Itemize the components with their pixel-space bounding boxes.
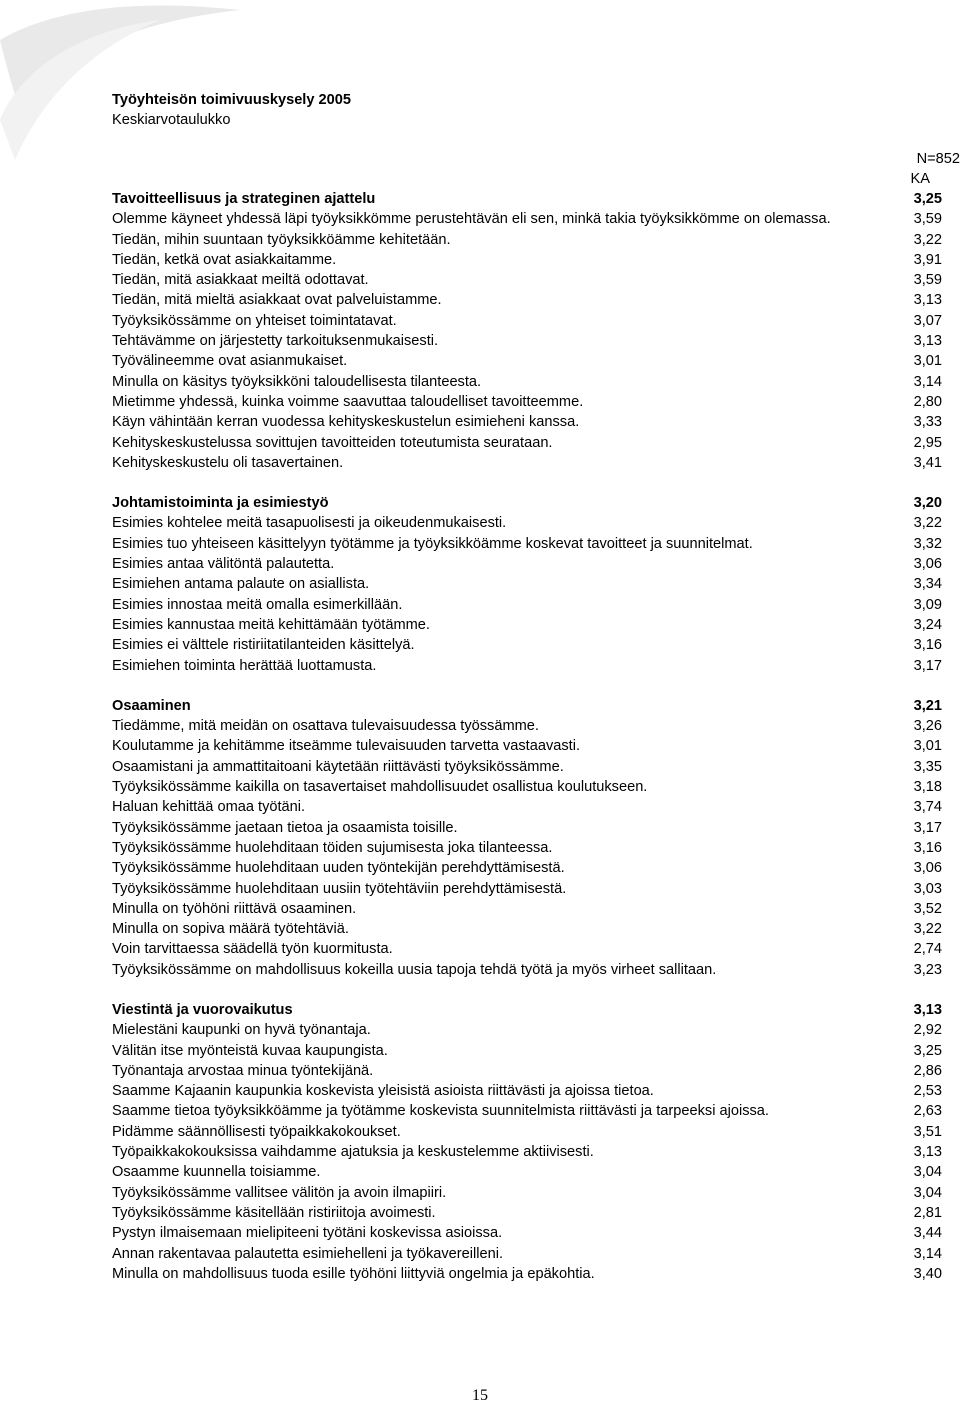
question-text: Saamme tietoa työyksikköämme ja työtämme koskevista suunnitelmista riittävästi ja tarpeeksi ajoissa.: [112, 1103, 769, 1120]
question-average: 3,26: [913, 718, 942, 735]
question-average: 3,74: [913, 799, 942, 816]
question-row: [112, 392, 942, 412]
question-row: [112, 615, 942, 635]
question-text: Esimiehen toiminta herättää luottamusta.: [112, 657, 377, 674]
question-row: [112, 250, 942, 270]
question-row: [112, 960, 942, 980]
question-average: 2,80: [913, 393, 942, 410]
page-number: 15: [472, 1387, 488, 1404]
question-text: Minulla on käsitys työyksikköni taloudellisesta tilanteesta.: [112, 373, 482, 390]
question-average: 2,95: [913, 434, 942, 451]
question-row: [112, 818, 942, 838]
question-row: [112, 919, 942, 939]
question-row: [112, 1041, 942, 1061]
question-row: [112, 270, 942, 290]
question-row: [112, 797, 942, 817]
question-row: [112, 351, 942, 371]
question-average: 3,18: [913, 779, 942, 796]
question-text: Työyksikössämme on yhteiset toimintatavat.: [112, 312, 397, 329]
question-average: 3,22: [913, 515, 942, 532]
question-average: 2,74: [913, 941, 942, 958]
question-row: [112, 1061, 942, 1081]
question-average: 3,51: [913, 1123, 942, 1140]
question-average: 3,01: [913, 738, 942, 755]
question-row: [112, 1081, 942, 1101]
question-average: 3,24: [913, 616, 942, 633]
question-row: [112, 1162, 942, 1182]
question-text: Mielestäni kaupunki on hyvä työnantaja.: [112, 1022, 371, 1039]
question-average: 3,33: [913, 414, 942, 431]
question-text: Tiedän, mitä mieltä asiakkaat ovat palveluistamme.: [112, 292, 442, 309]
question-text: Työyksikössämme huolehditaan uuden työntekijän perehdyttämisestä.: [112, 860, 565, 877]
question-text: Työyksikössämme kaikilla on tasavertaiset mahdollisuudet osallistua koulutukseen.: [112, 779, 648, 796]
question-text: Työyksikössämme on mahdollisuus kokeilla uusia tapoja tehdä työtä ja myös virheet sallitaan.: [112, 961, 717, 978]
section-heading-row: [112, 696, 942, 716]
question-row: [112, 290, 942, 310]
question-text: Tehtävämme on järjestetty tarkoituksenmukaisesti.: [112, 333, 439, 350]
question-row: [112, 736, 942, 756]
question-average: 3,09: [913, 596, 942, 613]
question-text: Tiedän, mihin suuntaan työyksikköämme kehitetään.: [112, 231, 451, 248]
question-average: 3,59: [913, 211, 942, 228]
question-row: [112, 858, 942, 878]
document-title: Työyhteisön toimivuuskysely 2005: [112, 92, 352, 108]
question-average: 3,06: [913, 860, 942, 877]
question-average: 3,44: [913, 1225, 942, 1242]
question-row: [112, 777, 942, 797]
question-average: 3,25: [913, 1042, 942, 1059]
question-row: [112, 412, 942, 432]
question-average: 3,59: [913, 272, 942, 289]
question-row: [112, 554, 942, 574]
question-row: [112, 716, 942, 736]
question-text: Työyksikössämme käsitellään ristiriitoja avoimesti.: [112, 1204, 436, 1221]
question-average: 3,07: [913, 312, 942, 329]
section-heading: Johtamistoiminta ja esimiestyö: [112, 495, 329, 512]
question-text: Käyn vähintään kerran vuodessa kehityskeskustelun esimieheni kanssa.: [112, 414, 580, 431]
section-heading: Osaaminen: [112, 697, 191, 714]
question-text: Työpaikkakokouksissa vaihdamme ajatuksia ja keskustelemme aktiivisesti.: [112, 1144, 594, 1161]
question-row: [112, 209, 942, 229]
question-text: Kehityskeskustelussa sovittujen tavoitteiden toteutumista seurataan.: [112, 434, 553, 451]
question-average: 3,22: [913, 921, 942, 938]
question-average: 3,32: [913, 535, 942, 552]
question-average: 3,13: [913, 333, 942, 350]
question-average: 3,13: [913, 292, 942, 309]
question-average: 3,14: [913, 373, 942, 390]
section-heading: Tavoitteellisuus ja strateginen ajattelu: [112, 191, 376, 207]
question-text: Minulla on sopiva määrä työtehtäviä.: [112, 921, 349, 938]
question-text: Työvälineemme ovat asianmukaiset.: [112, 353, 348, 370]
question-row: [112, 1142, 942, 1162]
question-row: [112, 311, 942, 331]
question-row: [112, 757, 942, 777]
question-row: [112, 1101, 942, 1121]
question-average: 3,13: [913, 1144, 942, 1161]
question-text: Saamme Kajaanin kaupunkia koskevista yleisistä asioista riittävästi ja ajoissa tietoa.: [112, 1083, 654, 1100]
column-header: [112, 149, 960, 189]
document-content: [112, 90, 960, 1284]
question-average: 3,91: [913, 251, 942, 268]
question-text: Tiedämme, mitä meidän on osattava tulevaisuudessa työssämme.: [112, 718, 539, 735]
question-text: Työyksikössämme jaetaan tietoa ja osaamista toisille.: [112, 819, 458, 836]
question-row: [112, 838, 942, 858]
question-text: Työyksikössämme vallitsee välitön ja avoin ilmapiiri.: [112, 1184, 447, 1201]
section-average: 3,21: [913, 697, 942, 714]
question-average: 3,17: [913, 819, 942, 836]
question-text: Annan rakentavaa palautetta esimiehelleni ja työkavereilleni.: [112, 1245, 504, 1262]
question-row: [112, 1020, 942, 1040]
section-average: 3,20: [913, 495, 942, 512]
question-text: Esimies kannustaa meitä kehittämään työtämme.: [112, 616, 430, 633]
question-average: 3,04: [913, 1164, 942, 1181]
question-average: 3,03: [913, 880, 942, 897]
question-text: Esimies antaa välitöntä palautetta.: [112, 556, 335, 573]
question-average: 3,23: [913, 961, 942, 978]
question-text: Osaamme kuunnella toisiamme.: [112, 1164, 321, 1181]
section-heading: Viestintä ja vuorovaikutus: [112, 1001, 293, 1018]
question-text: Minulla on työhöni riittävä osaaminen.: [112, 900, 357, 917]
question-text: Haluan kehittää omaa työtäni.: [112, 799, 306, 816]
sample-size-label: N=852: [916, 151, 960, 167]
question-text: Työnantaja arvostaa minua työntekijänä.: [112, 1062, 374, 1079]
question-text: Voin tarvittaessa säädellä työn kuormitusta.: [112, 941, 393, 958]
question-average: 3,17: [913, 657, 942, 674]
question-row: [112, 1183, 942, 1203]
question-row: [112, 1244, 942, 1264]
question-text: Olemme käyneet yhdessä läpi työyksikkömme perustehtävän eli sen, minkä takia työyksikkömme on olemassa.: [112, 211, 831, 228]
question-text: Pidämme säännöllisesti työpaikkakokoukset.: [112, 1123, 401, 1140]
question-row: [112, 1264, 942, 1284]
question-text: Osaamistani ja ammattitaitoani käytetään riittävästi työyksikössämme.: [112, 758, 564, 775]
section-heading-row: [112, 189, 942, 209]
question-text: Kehityskeskustelu oli tasavertainen.: [112, 454, 344, 471]
question-row: [112, 433, 942, 453]
question-average: 3,34: [913, 576, 942, 593]
question-row: [112, 1203, 942, 1223]
question-row: [112, 656, 942, 676]
question-text: Tiedän, ketkä ovat asiakkaitamme.: [112, 251, 337, 268]
question-row: [112, 635, 942, 655]
question-average: 3,14: [913, 1245, 942, 1262]
question-row: [112, 372, 942, 392]
question-row: [112, 1122, 942, 1142]
question-row: [112, 595, 942, 615]
question-average: 3,06: [913, 556, 942, 573]
question-text: Esimiehen antama palaute on asiallista.: [112, 576, 370, 593]
question-row: [112, 513, 942, 533]
question-text: Työyksikössämme huolehditaan uusiin työtehtäviin perehdyttämisestä.: [112, 880, 567, 897]
question-text: Välitän itse myönteistä kuvaa kaupungista.: [112, 1042, 388, 1059]
question-text: Minulla on mahdollisuus tuoda esille työhöni liittyviä ongelmia ja epäkohtia.: [112, 1265, 595, 1282]
question-text: Esimies innostaa meitä omalla esimerkillään.: [112, 596, 403, 613]
question-row: [112, 534, 942, 554]
document-subtitle: Keskiarvotaulukko: [112, 112, 231, 128]
section-gap: [112, 980, 942, 1000]
question-average: 2,81: [913, 1204, 942, 1221]
question-row: [112, 331, 942, 351]
question-average: 3,41: [913, 454, 942, 471]
question-average: 2,53: [913, 1083, 942, 1100]
question-text: Tiedän, mitä asiakkaat meiltä odottavat.: [112, 272, 369, 289]
question-text: Pystyn ilmaisemaan mielipiteeni työtäni koskevissa asioissa.: [112, 1225, 503, 1242]
question-text: Esimies tuo yhteiseen käsittelyyn työtämme ja työyksikköämme koskevat tavoitteet ja suunnitelmat.: [112, 535, 753, 552]
question-row: [112, 453, 942, 473]
question-average: 3,04: [913, 1184, 942, 1201]
question-average: 2,92: [913, 1022, 942, 1039]
question-text: Esimies kohtelee meitä tasapuolisesti ja oikeudenmukaisesti.: [112, 515, 507, 532]
question-average: 3,22: [913, 231, 942, 248]
question-row: [112, 899, 942, 919]
question-average: 3,40: [913, 1265, 942, 1282]
question-average: 3,16: [913, 637, 942, 654]
question-text: Koulutamme ja kehitämme itseämme tulevaisuuden tarvetta vastaavasti.: [112, 738, 581, 755]
question-row: [112, 1223, 942, 1243]
question-average: 2,63: [913, 1103, 942, 1120]
question-row: [112, 939, 942, 959]
question-row: [112, 230, 942, 250]
question-text: Esimies ei välttele ristiriitatilanteiden käsittelyä.: [112, 637, 415, 654]
question-average: 3,01: [913, 353, 942, 370]
question-average: 3,52: [913, 900, 942, 917]
question-row: [112, 879, 942, 899]
average-column-label: KA: [910, 171, 930, 187]
question-row: [112, 574, 942, 594]
question-average: 3,16: [913, 839, 942, 856]
section-heading-row: [112, 1000, 942, 1020]
question-average: 3,35: [913, 758, 942, 775]
section-average: 3,25: [913, 191, 942, 207]
section-gap: [112, 676, 942, 696]
question-average: 2,86: [913, 1062, 942, 1079]
question-text: Työyksikössämme huolehditaan töiden sujumisesta joka tilanteessa.: [112, 839, 553, 856]
sections-container: [112, 189, 942, 1284]
section-heading-row: [112, 493, 942, 513]
question-text: Mietimme yhdessä, kuinka voimme saavuttaa taloudelliset tavoitteemme.: [112, 393, 584, 410]
section-average: 3,13: [913, 1001, 942, 1018]
section-gap: [112, 473, 942, 493]
